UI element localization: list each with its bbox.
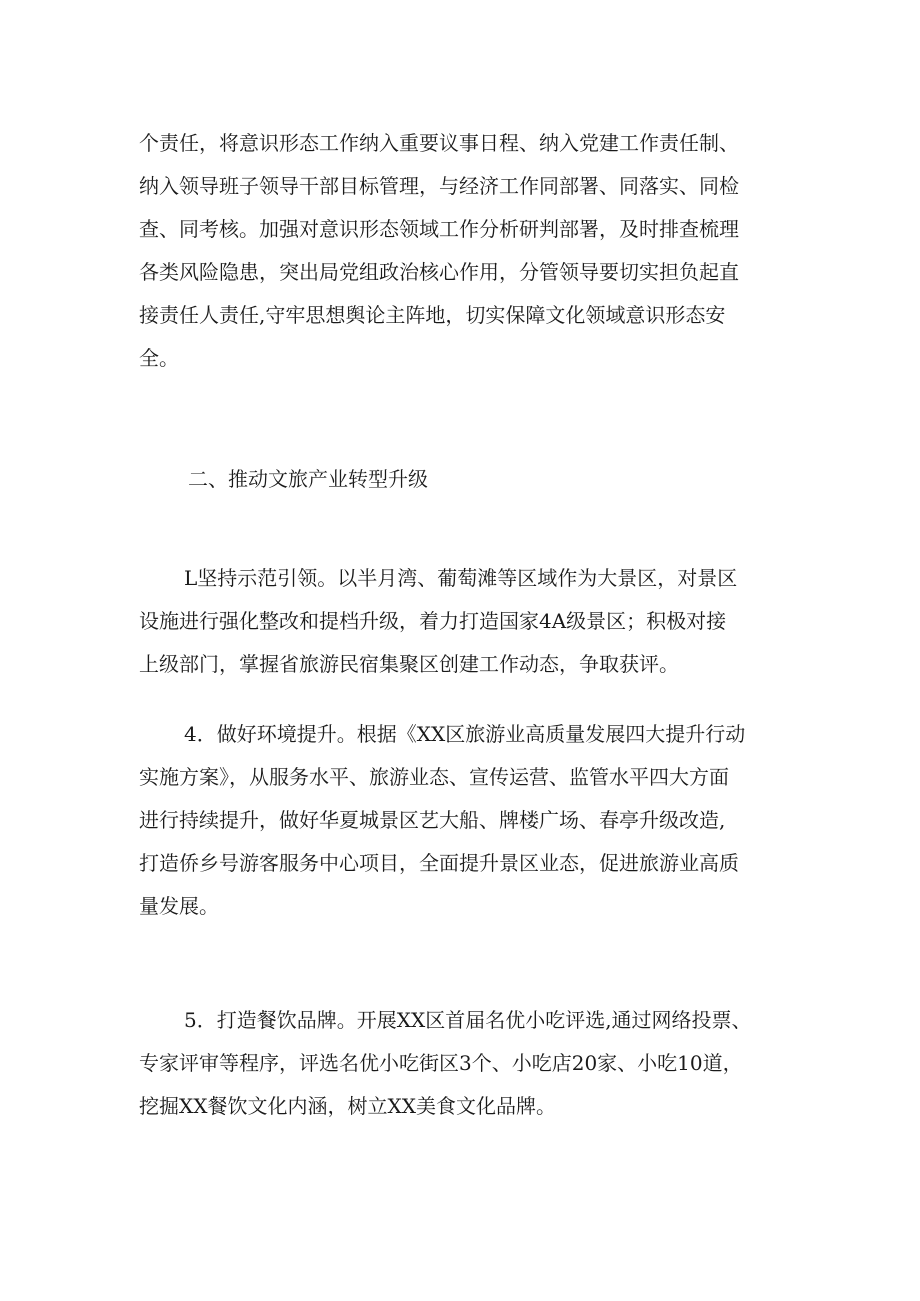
paragraph-line: 进行持续提升，做好华夏城景区艺大船、牌楼广场、春亭升级改造, bbox=[139, 808, 726, 832]
paragraph-line: 4．做好环境提升。根据《XX区旅游业高质量发展四大提升行动 bbox=[184, 722, 746, 746]
paragraph-line: 各类风险隐患，突出局党组政治核心作用，分管领导要切实担负起直 bbox=[139, 260, 739, 284]
paragraph-line: 打造侨乡号游客服务中心项目，全面提升景区业态，促进旅游业高质 bbox=[139, 851, 739, 875]
paragraph-line: 纳入领导班子领导干部目标管理，与经济工作同部署、同落实、同检 bbox=[139, 174, 739, 198]
paragraph-line: 上级部门，掌握省旅游民宿集聚区创建工作动态，争取获评。 bbox=[139, 652, 679, 676]
paragraph-line: 接责任人责任,守牢思想舆论主阵地，切实保障文化领域意识形态安 bbox=[139, 303, 726, 327]
paragraph-line: 量发展。 bbox=[139, 894, 219, 918]
paragraph-line: 5．打造餐饮品牌。开展XX区首届名优小吃评选,通过网络投票、 bbox=[184, 1008, 752, 1032]
paragraph-line: 实施方案》，从服务水平、旅游业态、宣传运营、监管水平四大方面 bbox=[139, 765, 729, 789]
paragraph-line: 全。 bbox=[139, 346, 179, 370]
paragraph-line: 查、同考核。加强对意识形态领域工作分析研判部署，及时排查梳理 bbox=[139, 217, 739, 241]
paragraph-line: 设施进行强化整改和提档升级，着力打造国家4A级景区；积极对接 bbox=[139, 609, 727, 633]
paragraph-line: 专家评审等程序，评选名优小吃街区3个、小吃店20家、小吃10道， bbox=[139, 1051, 743, 1075]
paragraph-line: 个责任，将意识形态工作纳入重要议事日程、纳入党建工作责任制、 bbox=[139, 131, 739, 155]
section-heading: 二、推动文旅产业转型升级 bbox=[188, 467, 428, 491]
paragraph-line: L坚持示范引领。以半月湾、葡萄滩等区域作为大景区，对景区 bbox=[184, 566, 738, 590]
paragraph-line: 挖掘XX餐饮文化内涵，树立XX美食文化品牌。 bbox=[139, 1094, 556, 1118]
